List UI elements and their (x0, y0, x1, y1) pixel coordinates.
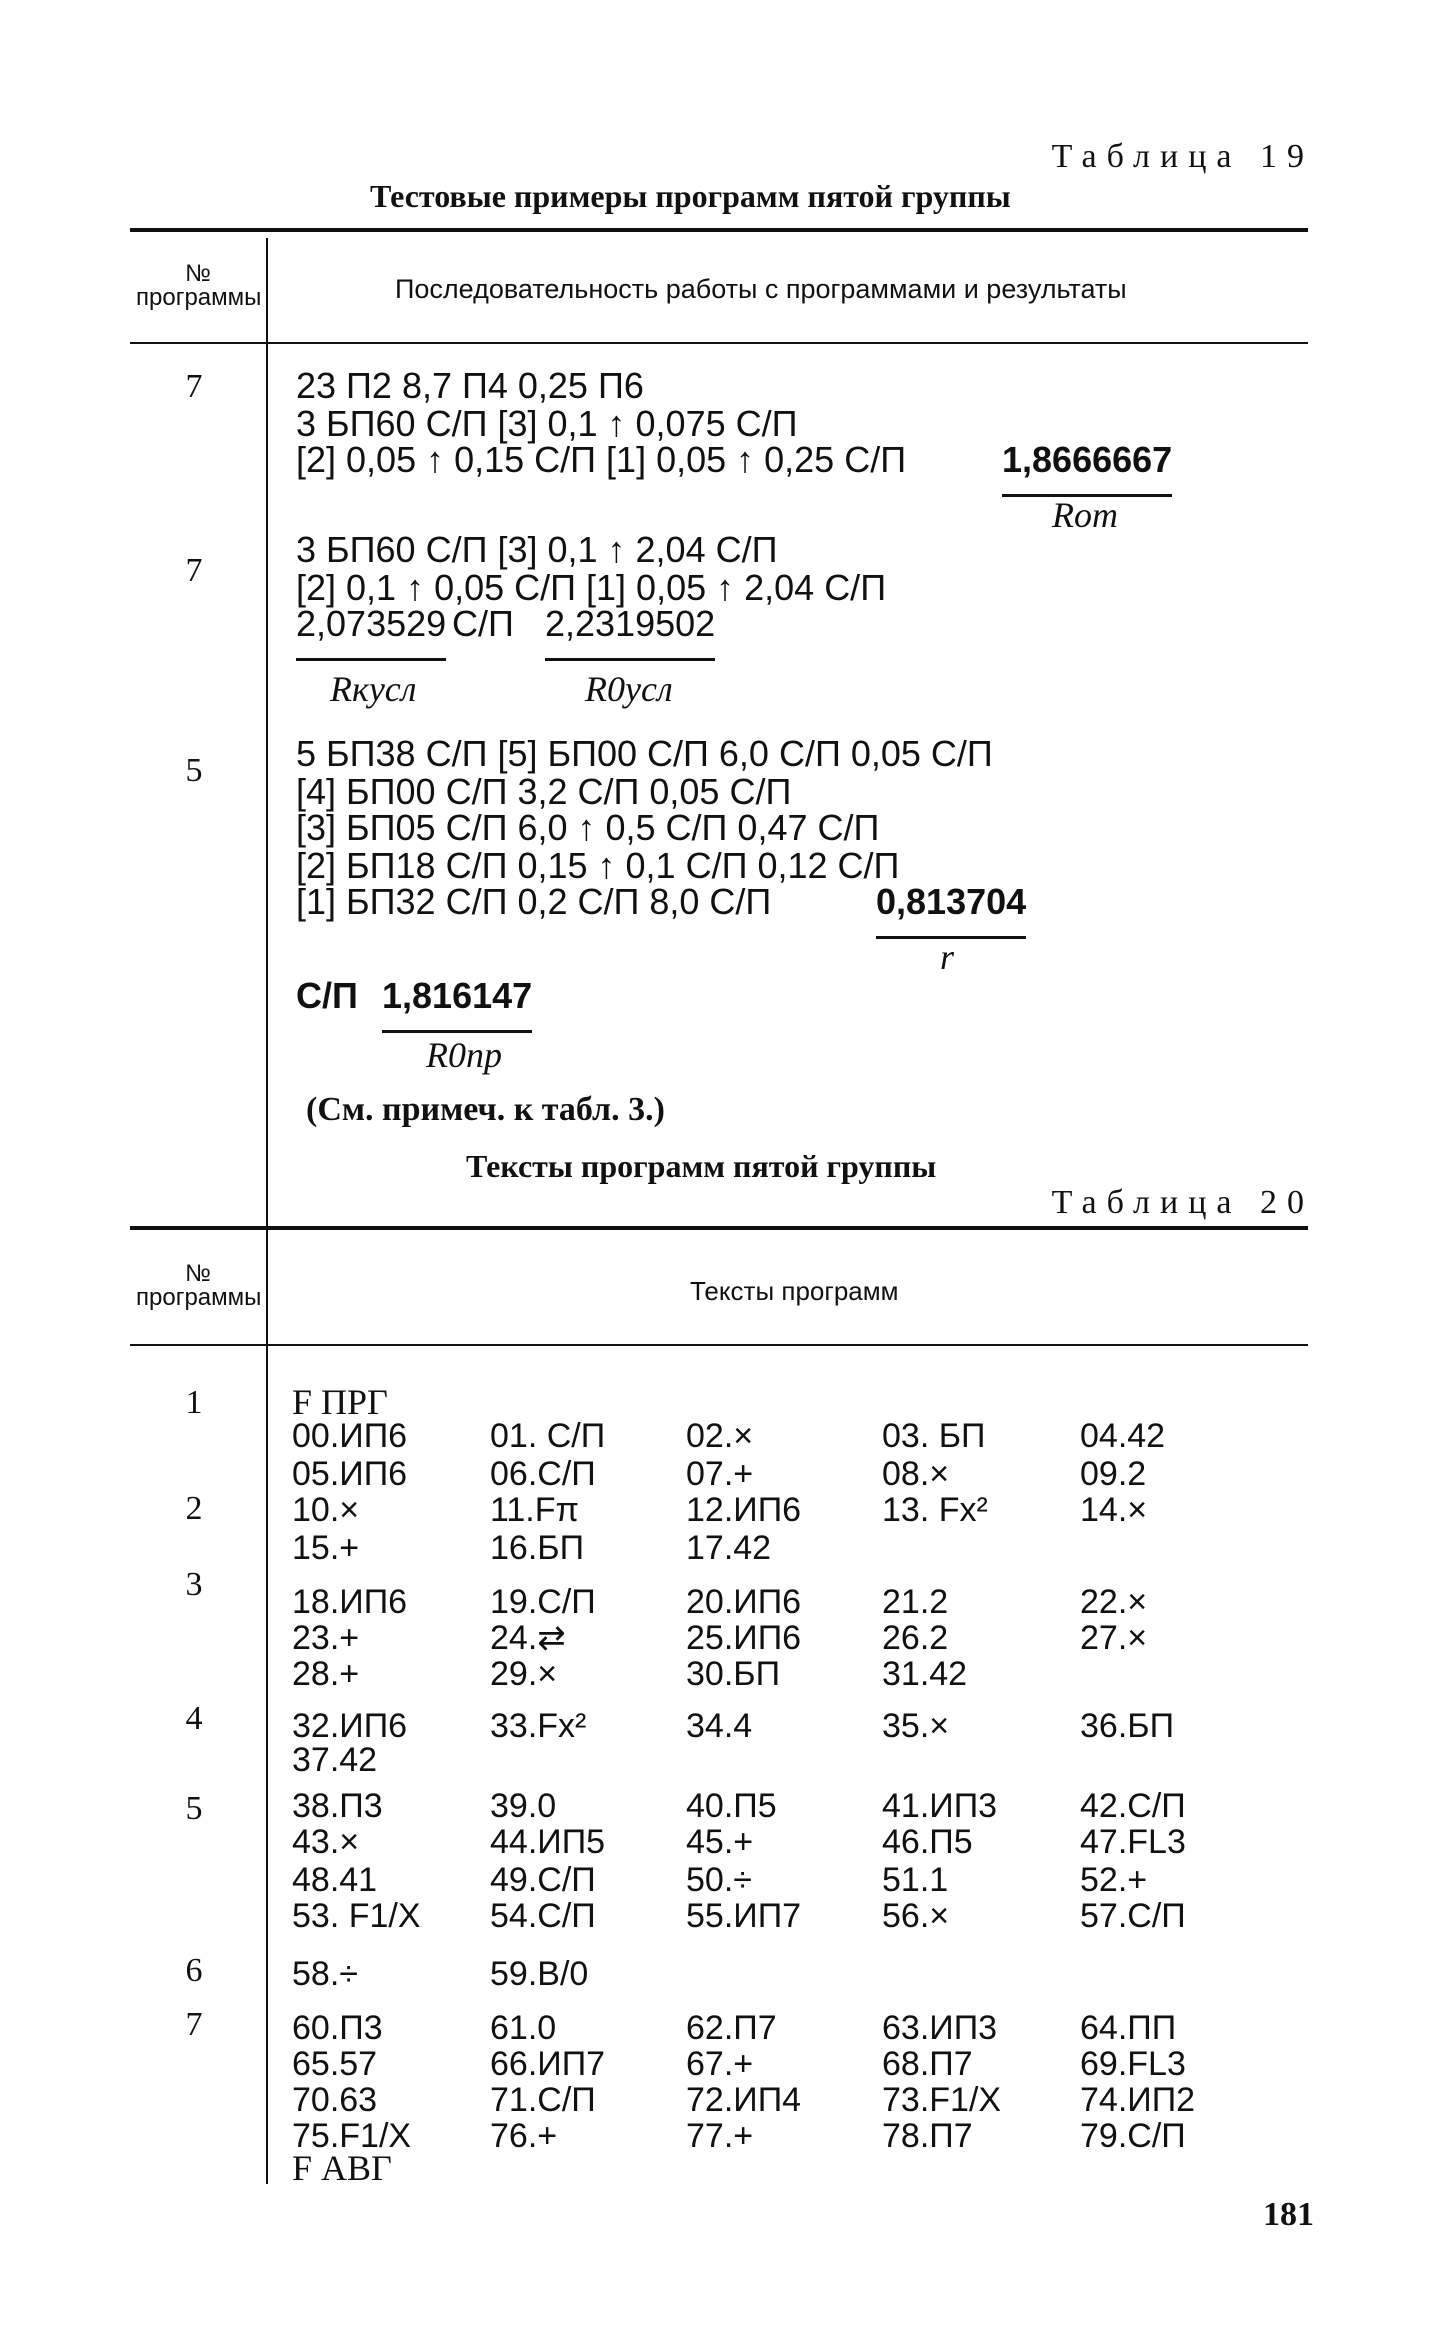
table19-row3-result-label: r (940, 937, 955, 977)
table19-caption: Тестовые примеры программ пятой группы (370, 178, 1011, 214)
table19-row1-result: 1,8666667 (1002, 440, 1172, 497)
table20-column-divider (266, 1236, 268, 2184)
program-step-cell: 15.+ (292, 1529, 360, 1567)
program-step-cell: 09.2 (1080, 1455, 1147, 1493)
table19-header-rule (130, 342, 1308, 344)
program-step-cell: 39.0 (490, 1787, 557, 1825)
table19-col1-header (136, 262, 260, 310)
program-step-cell: 07.+ (686, 1455, 754, 1493)
program-step-cell: 28.+ (292, 1655, 360, 1693)
table19-row1-line3: [2] 0,05 ↑ 0,15 С/П [1] 0,05 ↑ 0,25 С/П (296, 439, 907, 480)
program-step-cell: 72.ИП4 (686, 2081, 802, 2119)
program-step-cell: 17.42 (686, 1529, 772, 1567)
rot-symbol: Rот (1052, 495, 1118, 535)
program-step-cell: 79.С/П (1080, 2117, 1186, 2155)
table19-row3-line4: [2] БП18 С/П 0,15 ↑ 0,1 С/П 0,12 С/П (296, 845, 900, 886)
table20-col1-header (136, 1262, 260, 1310)
table19-row3-line2: [4] БП00 С/П 3,2 С/П 0,05 С/П (296, 771, 792, 812)
program-step-cell: 59.В/0 (490, 1955, 589, 1993)
table20-program-number: 6 (185, 1952, 203, 1989)
program-step-cell: 64.ПП (1080, 2009, 1177, 2047)
program-step-cell: 73.F1/X (882, 2081, 1002, 2119)
table19-col2-header: Последовательность работы с программами и результаты (395, 274, 1127, 304)
table20-top-rule (130, 1226, 1308, 1230)
table19-row3-note: (См. примеч. к табл. 3.) (306, 1091, 665, 1128)
table20-first-line: F ПРГ (292, 1382, 388, 1422)
program-step-cell: 12.ИП6 (686, 1491, 802, 1529)
program-step-cell: 11.Fπ (490, 1491, 579, 1529)
table20-label: Таблица 20 (1051, 1184, 1314, 1221)
program-step-cell: 23.+ (292, 1619, 360, 1657)
program-step-cell: 69.FL3 (1080, 2045, 1186, 2083)
table20-program-number: 5 (185, 1790, 203, 1827)
table20-program-number: 2 (185, 1490, 203, 1527)
table19-row3-result2-label: R0пр (426, 1035, 502, 1075)
table19-row1-number: 7 (185, 368, 203, 405)
table19-row2-number: 7 (185, 552, 203, 589)
table20-program-number: 7 (185, 2006, 203, 2043)
table20-col1-header-text: № программы (136, 1260, 262, 1311)
table19-row2-line1: 3 БП60 С/П [3] 0,1 ↑ 2,04 С/П (296, 529, 778, 570)
table19-row1-line2: 3 БП60 С/П [3] 0,1 ↑ 0,075 С/П (296, 403, 798, 444)
table19-row2-line2: [2] 0,1 ↑ 0,05 С/П [1] 0,05 ↑ 2,04 С/П (296, 567, 887, 608)
program-step-cell: 75.F1/X (292, 2117, 412, 2155)
program-step-cell: 76.+ (490, 2117, 558, 2155)
program-step-cell: 20.ИП6 (686, 1583, 802, 1621)
program-step-cell: 54.С/П (490, 1897, 596, 1935)
program-step-cell: 43.× (292, 1823, 360, 1861)
page-number: 181 (1263, 2196, 1314, 2233)
program-step-cell: 70.63 (292, 2081, 378, 2119)
table19-row3-number: 5 (185, 752, 203, 789)
program-step-cell: 08.× (882, 1455, 950, 1493)
program-step-cell: 52.+ (1080, 1861, 1148, 1899)
program-step-cell: 35.× (882, 1707, 950, 1745)
table20-col2-header: Тексты программ (690, 1276, 899, 1306)
program-step-cell: 24.⇄ (490, 1619, 566, 1657)
table19-top-rule (130, 228, 1308, 232)
program-step-cell: 10.× (292, 1491, 360, 1529)
table19-row1-result-label (1052, 494, 1118, 536)
program-step-cell: 06.С/П (490, 1455, 596, 1493)
table19-row3-result2: 1,816147 (382, 976, 532, 1033)
program-step-cell: 27.× (1080, 1619, 1148, 1657)
program-step-cell: 01. С/П (490, 1417, 606, 1455)
table19-label: Таблица 19 (1051, 138, 1314, 175)
table19-row2-result-a: 2,073529 (296, 604, 446, 661)
program-step-cell: 32.ИП6 (292, 1707, 408, 1745)
program-step-cell: 42.С/П (1080, 1787, 1186, 1825)
program-step-cell: 40.П5 (686, 1787, 777, 1825)
table19-row3-line-after: С/П (296, 975, 358, 1016)
program-step-cell: 05.ИП6 (292, 1455, 408, 1493)
program-step-cell: 29.× (490, 1655, 558, 1693)
program-step-cell: 00.ИП6 (292, 1417, 408, 1455)
program-step-cell: 62.П7 (686, 2009, 777, 2047)
program-step-cell: 71.С/П (490, 2081, 596, 2119)
program-step-cell: 19.С/П (490, 1583, 596, 1621)
table19-row2-label-a: Rкусл (330, 669, 417, 709)
program-step-cell: 02.× (686, 1417, 754, 1455)
program-step-cell: 16.БП (490, 1529, 585, 1567)
program-step-cell: 49.С/П (490, 1861, 596, 1899)
program-step-cell: 45.+ (686, 1823, 754, 1861)
program-step-cell: 53. F1/X (292, 1897, 421, 1935)
program-step-cell: 65.57 (292, 2045, 378, 2083)
program-step-cell: 55.ИП7 (686, 1897, 802, 1935)
program-step-cell: 63.ИП3 (882, 2009, 998, 2047)
table20-program-number: 4 (185, 1700, 203, 1737)
program-step-cell: 34.4 (686, 1707, 753, 1745)
program-step-cell: 41.ИП3 (882, 1787, 998, 1825)
program-step-cell: 36.БП (1080, 1707, 1175, 1745)
program-step-cell: 37.42 (292, 1741, 378, 1779)
table19-row1-line1: 23 П2 8,7 П4 0,25 П6 (296, 365, 644, 406)
program-step-cell: 50.÷ (686, 1861, 752, 1899)
table19-row3-line3: [3] БП05 С/П 6,0 ↑ 0,5 С/П 0,47 С/П (296, 807, 880, 848)
program-step-cell: 18.ИП6 (292, 1583, 408, 1621)
program-step-cell: 33.Fx² (490, 1707, 587, 1745)
program-step-cell: 66.ИП7 (490, 2045, 606, 2083)
program-step-cell: 14.× (1080, 1491, 1148, 1529)
program-step-cell: 26.2 (882, 1619, 949, 1657)
program-step-cell: 38.П3 (292, 1787, 383, 1825)
table19-row3-line5: [1] БП32 С/П 0,2 С/П 8,0 С/П (296, 881, 772, 922)
program-step-cell: 21.2 (882, 1583, 949, 1621)
program-step-cell: 78.П7 (882, 2117, 973, 2155)
table19-row2-middle: С/П (452, 603, 514, 644)
program-step-cell: 04.42 (1080, 1417, 1166, 1455)
table20-caption: Тексты программ пятой группы (466, 1148, 937, 1184)
table20-last-line: F АВГ (292, 2148, 392, 2188)
program-step-cell: 60.П3 (292, 2009, 383, 2047)
table20-program-number: 1 (185, 1384, 203, 1421)
table19-row3-result: 0,813704 (876, 882, 1026, 939)
table19-row3-line1: 5 БП38 С/П [5] БП00 С/П 6,0 С/П 0,05 С/П (296, 733, 993, 774)
program-step-cell: 68.П7 (882, 2045, 973, 2083)
table19-col1-header-text: № программы (136, 260, 262, 311)
table19-row2-result-b: 2,2319502 (545, 604, 715, 661)
program-step-cell: 47.FL3 (1080, 1823, 1186, 1861)
program-step-cell: 22.× (1080, 1583, 1148, 1621)
program-step-cell: 56.× (882, 1897, 950, 1935)
table20-program-number: 3 (185, 1566, 203, 1603)
program-step-cell: 46.П5 (882, 1823, 973, 1861)
table19-row2-label-b: R0усл (585, 669, 673, 709)
program-step-cell: 58.÷ (292, 1955, 358, 1993)
table19-column-divider (266, 238, 268, 1336)
program-step-cell: 13. Fx² (882, 1491, 988, 1529)
program-step-cell: 48.41 (292, 1861, 378, 1899)
program-step-cell: 61.0 (490, 2009, 557, 2047)
program-step-cell: 44.ИП5 (490, 1823, 606, 1861)
program-step-cell: 25.ИП6 (686, 1619, 802, 1657)
program-step-cell: 57.С/П (1080, 1897, 1186, 1935)
program-step-cell: 67.+ (686, 2045, 754, 2083)
program-step-cell: 51.1 (882, 1861, 949, 1899)
program-step-cell: 30.БП (686, 1655, 781, 1693)
table20-header-rule (130, 1344, 1308, 1346)
program-step-cell: 03. БП (882, 1417, 986, 1455)
program-step-cell: 31.42 (882, 1655, 968, 1693)
program-step-cell: 74.ИП2 (1080, 2081, 1196, 2119)
program-step-cell: 77.+ (686, 2117, 754, 2155)
